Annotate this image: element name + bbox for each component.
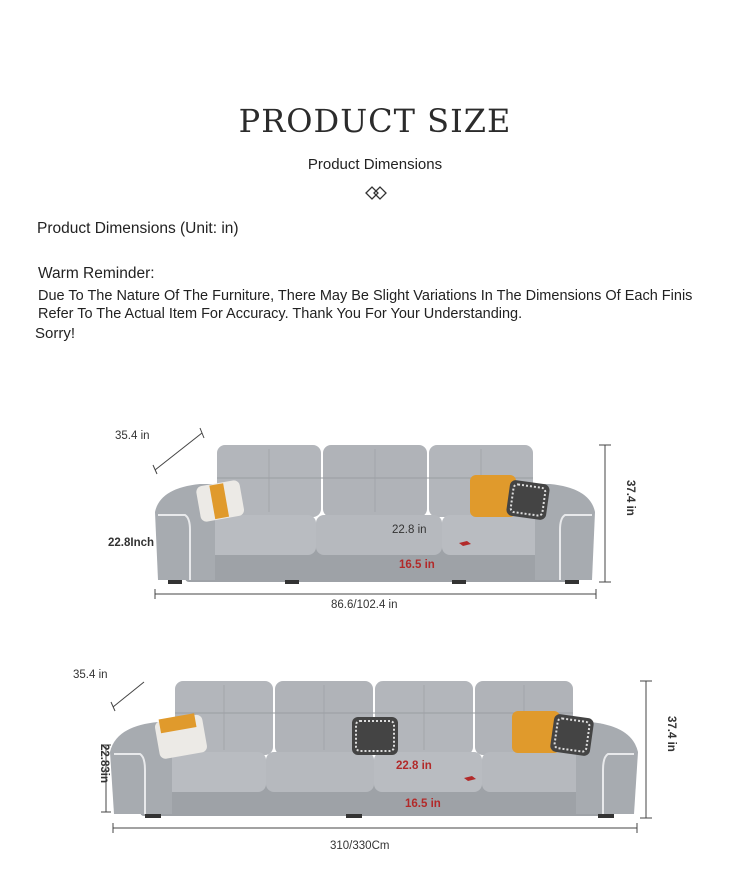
sofa2-width-label: 310/330Cm — [330, 840, 390, 852]
sofa2-arm-height-label: 22.83in — [98, 744, 110, 783]
reminder-heading: Warm Reminder: — [38, 265, 155, 282]
sofa2-height-label: 37.4 in — [665, 716, 677, 752]
sofa2-depth-label: 35.4 in — [73, 669, 108, 681]
sofa1-width-label: 86.6/102.4 in — [331, 599, 398, 611]
sofa2-seat-depth-label: 22.8 in — [396, 760, 432, 772]
sofa1-arm-height-label: 22.8Inch — [108, 537, 155, 549]
page-title: PRODUCT SIZE — [238, 102, 512, 140]
apology-text: Sorry! — [35, 325, 76, 342]
sofa1-seat-height-label: 16.5 in — [399, 559, 435, 571]
page-subtitle: Product Dimensions — [307, 156, 443, 173]
reminder-line-2: Refer To The Actual Item For Accuracy. Thank You For Your Understanding. — [38, 306, 523, 322]
unit-description: Product Dimensions (Unit: in) — [37, 220, 239, 237]
sofa1-height-label: 37.4 in — [624, 480, 636, 516]
sofa2-seat-height-label: 16.5 in — [405, 798, 441, 810]
sofa1-seat-depth-label: 22.8 in — [392, 524, 427, 536]
sofa1-depth-label: 35.4 in — [115, 430, 150, 442]
reminder-line-1: Due To The Nature Of The Furniture, There May Be Slight Variations In The Dimensions Of Each Finis — [38, 288, 693, 304]
